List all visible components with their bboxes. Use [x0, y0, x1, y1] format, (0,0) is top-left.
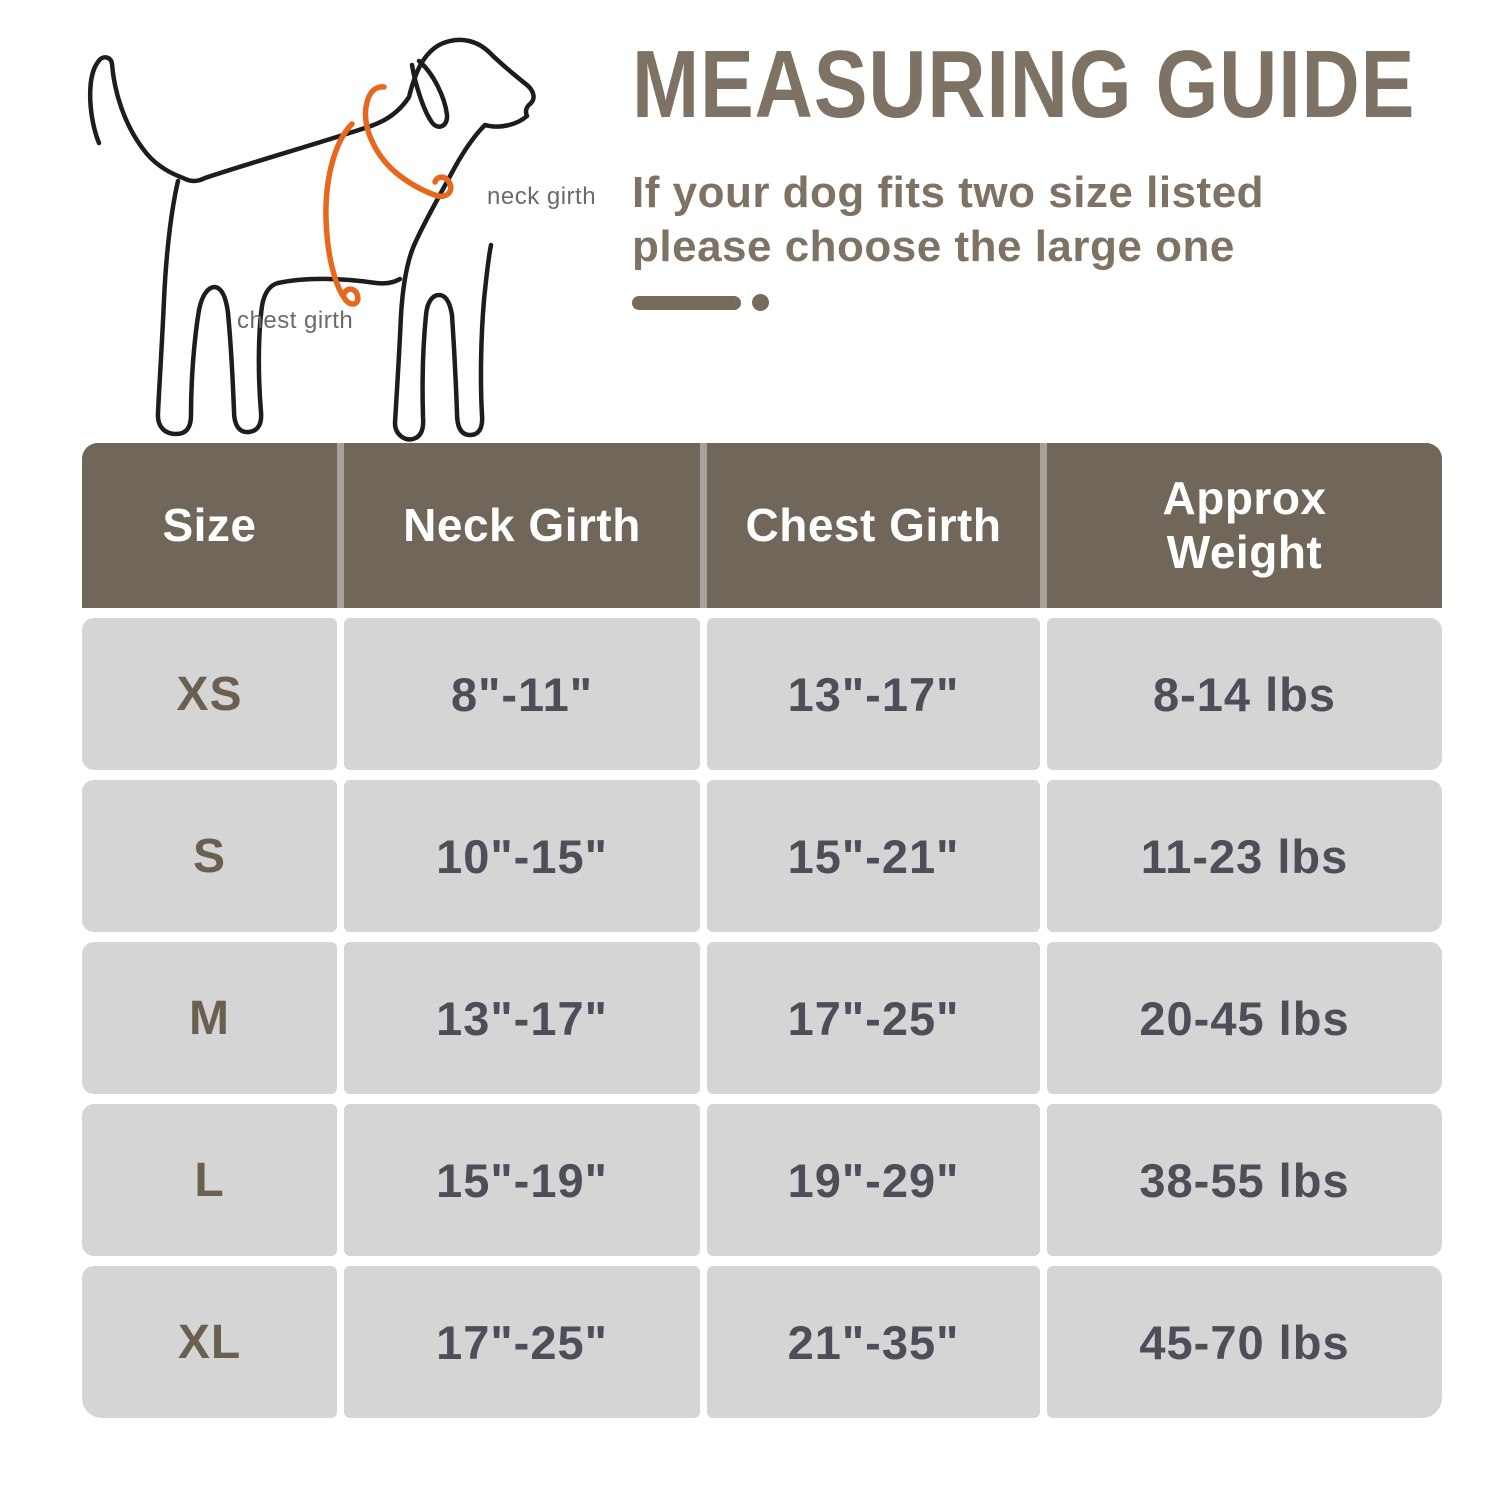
page-title: MEASURING GUIDE — [632, 31, 1416, 138]
cell-approx-weight: 38-55 lbs — [1047, 1104, 1442, 1256]
table-row-l — [82, 1104, 1442, 1256]
column-header-size-label: Size — [162, 498, 257, 551]
subtitle — [632, 166, 1264, 274]
cell-size: S — [82, 780, 337, 932]
table-row-xl — [82, 1266, 1442, 1418]
cell-chest-girth: 17"-25" — [707, 942, 1040, 1094]
cell-approx-weight: 8-14 lbs — [1047, 618, 1442, 770]
table-row-s — [82, 780, 1442, 932]
chest-girth-label: chest girth — [237, 307, 354, 334]
dog-outline-body-path — [90, 40, 533, 439]
neck-girth-arc — [366, 87, 451, 196]
cell-chest-girth: 19"-29" — [707, 1104, 1040, 1256]
cell-neck-girth: 13"-17" — [344, 942, 700, 1094]
cell-approx-weight: 45-70 lbs — [1047, 1266, 1442, 1418]
size-table-header — [82, 443, 1442, 608]
subtitle-line-2: please choose the large one — [632, 222, 1235, 271]
cell-chest-girth: 15"-21" — [707, 780, 1040, 932]
column-header-approx-weight-label: Approx Weight — [1162, 471, 1327, 578]
cell-size: M — [82, 942, 337, 1094]
column-header-size — [82, 443, 337, 608]
dog-diagram-svg — [85, 15, 630, 450]
neck-girth-label: neck girth — [487, 183, 597, 210]
cell-neck-girth: 17"-25" — [344, 1266, 700, 1418]
column-header-neck-girth-label: Neck Girth — [403, 498, 641, 551]
cell-chest-girth: 21"-35" — [707, 1266, 1040, 1418]
subtitle-line-1: If your dog fits two size listed — [632, 168, 1265, 217]
cell-size: XS — [82, 618, 337, 770]
cell-size: XL — [82, 1266, 337, 1418]
table-row-m — [82, 942, 1442, 1094]
cell-approx-weight: 11-23 lbs — [1047, 780, 1442, 932]
cell-size: L — [82, 1104, 337, 1256]
cell-neck-girth: 10"-15" — [344, 780, 700, 932]
table-row-xs — [82, 618, 1442, 770]
divider-dot — [752, 294, 769, 311]
size-table — [82, 443, 1442, 1418]
column-header-chest-girth-label: Chest Girth — [745, 498, 1002, 551]
column-header-neck-girth — [344, 443, 700, 608]
column-header-approx-weight — [1047, 443, 1442, 608]
cell-chest-girth: 13"-17" — [707, 618, 1040, 770]
cell-approx-weight: 20-45 lbs — [1047, 942, 1442, 1094]
column-header-chest-girth — [707, 443, 1040, 608]
cell-neck-girth: 8"-11" — [344, 618, 700, 770]
divider-bar — [632, 296, 741, 310]
cell-neck-girth: 15"-19" — [344, 1104, 700, 1256]
dog-measurement-diagram — [85, 15, 630, 450]
divider — [632, 294, 769, 311]
